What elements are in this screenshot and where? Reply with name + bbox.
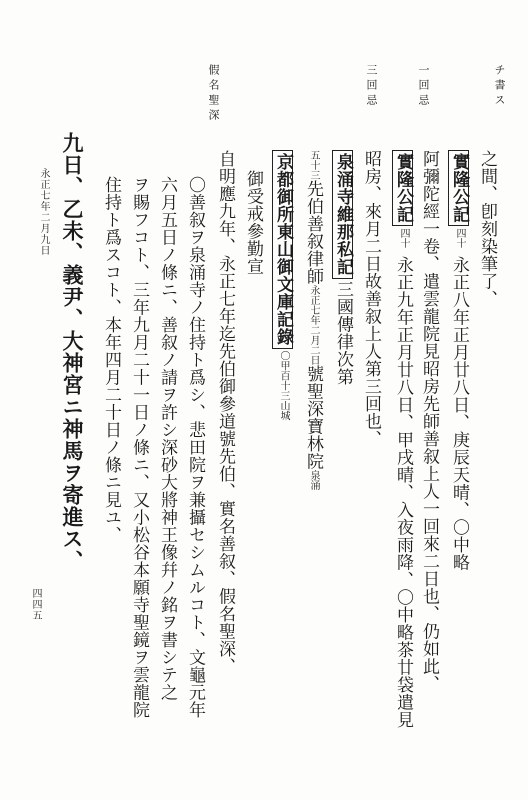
source-title: 實隆公記 [392, 150, 413, 226]
text-column-4 [392, 150, 413, 729]
source-title: 京都御所東山御文庫記錄 [272, 150, 293, 349]
inline-note: 五十三 [308, 150, 319, 180]
date-entry: 九日、乙未、義尹、大神宮ニ神馬ヲ寄進ス、 [60, 132, 85, 572]
source-title: 實隆公記 [448, 150, 469, 226]
text-column-14: 住持ト爲スコト、本年四月二十日ノ條ニ見ユ、 [101, 176, 121, 544]
inline-note: 泉涌 [308, 470, 319, 490]
running-head-3: 三回忌 [365, 64, 378, 109]
text-column-2 [448, 150, 469, 571]
text-column-8 [272, 150, 293, 421]
column-text: 永正八年正月廿八日、庚辰天晴、〇中略 [449, 256, 469, 571]
text-column-3: 阿彌陀經一卷、遣雲龍院見昭房先師善叙上人一回來二日也、仍如此、 [419, 150, 439, 693]
running-head-1: チ書ス [493, 64, 506, 109]
text-column-7 [304, 150, 321, 490]
column-text: 號聖深寶林院 [303, 365, 323, 470]
running-head-2: 一回忌 [417, 64, 430, 109]
column-text: 三國傳律次第 [333, 280, 353, 386]
text-column-9: 御受戒參勤宣 [243, 170, 263, 275]
text-column-1: 之間、卽刻染筆了、 [477, 150, 497, 308]
text-column-10: 自明應九年、永正七年迄先伯御參道號先伯、實名善叙、假名聖深、 [215, 150, 235, 675]
text-column-11: 〇善叙ヲ泉涌寺ノ住持ト爲シ、悲田院ヲ兼攝セシムルコト、文龜元年 [185, 176, 205, 719]
column-text: 先伯善叙律師 [303, 180, 323, 285]
text-column-13: ヲ賜フコト、三年九月二十一日ノ條ニ、又小松谷本願寺聖鏡ヲ雲龍院 [129, 176, 149, 719]
source-title: 泉涌寺維那私記 [332, 150, 353, 279]
source-note: 四十 [454, 228, 465, 248]
margin-date: 永正七年二月九日 [38, 168, 49, 256]
page-number: 四四五 [30, 588, 41, 621]
text-column-5: 昭房、來月二日故善叙上人第三回也、 [361, 150, 381, 448]
running-head-4: 假名聖深 [207, 64, 220, 124]
text-column-12: 六月五日ノ條ニ、善叙ノ請ヲ許シ深砂大將神王像幷ノ銘ヲ書シテ之 [157, 176, 177, 701]
text-column-6 [332, 150, 353, 386]
inline-note: 永正七年二月二日 [308, 285, 319, 365]
column-text: 永正九年正月廿八日、甲戌晴、入夜雨降、〇中略茶廿袋遣見 [393, 256, 413, 729]
source-note: 四十 [398, 228, 409, 248]
source-note: 〇甲百十三山城 [278, 350, 289, 421]
